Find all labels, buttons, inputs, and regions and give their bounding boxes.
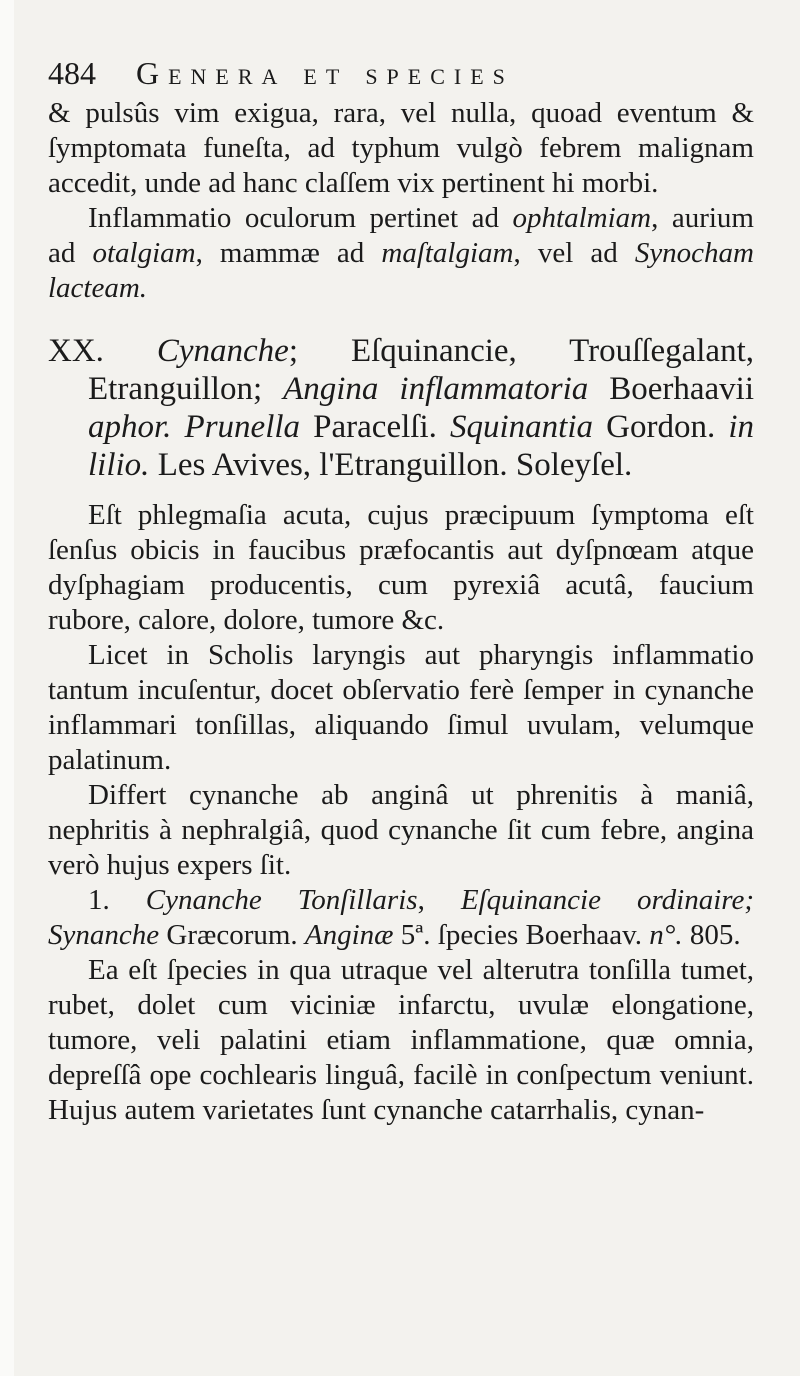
paragraph-inflammatio: Inflammatio oculorum pertinet ad ophtalmiam, aurium ad otalgiam, mammæ ad maſtalgiam, vel ad Synocham lacteam. [48, 202, 754, 304]
running-title: Genera et species [136, 55, 514, 91]
paragraph-pulsus: & pulsûs vim exigua, rara, vel nulla, quoad eventum & ſymptomata funeſta, ad typhum vulgò febrem malignam accedit, unde ad hanc claſſem vix pertinent hi morbi. [48, 97, 754, 199]
paragraph-ea-est: Ea eſt ſpecies in qua utraque vel alterutra tonſilla tumet, rubet, dolet cum viciniæ infarctu, uvulæ elongatione, tumore, veli palatini etiam inflammatione, quæ omnia, depreſſâ ope cochlearis linguâ, facilè in conſpectum veniunt. Hujus autem varietates ſunt cynanche catarrhalis, cynan- [48, 954, 754, 1126]
page-edge [0, 0, 14, 1376]
running-header [48, 50, 754, 96]
paragraph-definition: Eſt phlegmaſia acuta, cujus præcipuum ſymptoma eſt ſenſus obicis in faucibus præfocantis aut dyſpnœam atque dyſphagiam producentis, cum pyrexiâ acutâ, faucium rubore, calore, dolore, tumore &c. [48, 499, 754, 636]
paragraph-species-one: 1. Cynanche Tonſillaris, Eſquinancie ordinaire; Synanche Græcorum. Anginæ 5ª. ſpecies Boerhaav. n°. 805. [48, 884, 755, 951]
section-heading-cynanche: XX. Cynanche; Eſquinancie, Trouſſegalant, Etranguillon; Angina inflammatoria Boerhaavii aphor. Prunella Paracelſi. Squinantia Gordon. in lilio. Les Avives, l'Etranguillon. Soleyſel. [48, 333, 755, 483]
page-number: 484 [48, 55, 96, 91]
paragraph-differt: Differt cynanche ab anginâ ut phrenitis à maniâ, nephritis à nephralgiâ, quod cynanche ſit cum febre, angina verò hujus expers ſit. [48, 779, 754, 881]
paragraph-scholis: Licet in Scholis laryngis aut pharyngis inflammatio tantum incuſentur, docet obſervatio ferè ſemper in cynanche inflammari tonſillas, aliquando ſimul uvulam, velumque palatinum. [48, 639, 754, 776]
text-block [48, 50, 754, 1128]
